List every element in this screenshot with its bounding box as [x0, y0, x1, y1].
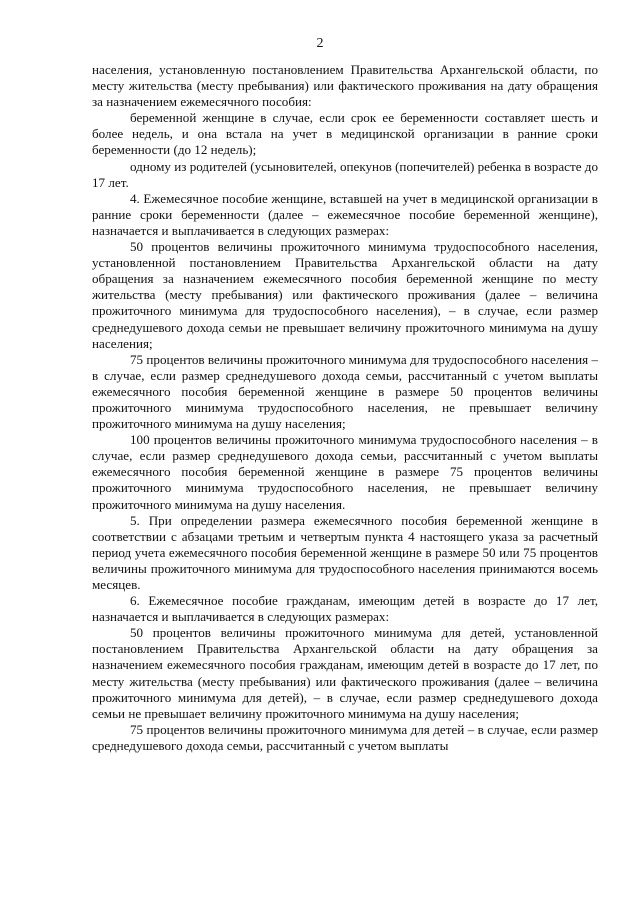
- paragraph-item-6: 6. Ежемесячное пособие гражданам, имеющим детей в возрасте до 17 лет, назначается и выплачивается в следующих размерах:: [92, 593, 598, 625]
- paragraph-item-4-75-percent: 75 процентов величины прожиточного минимума для трудоспособного населения – в случае, если размер среднедушевого дохода семьи, рассчитанный с учетом выплаты ежемесячного пособия беременной женщине в размере 50 процентов величины прожиточного минимума трудоспособного населения, не превышает величину прожиточного минимума на душу населения;: [92, 351, 598, 432]
- paragraph-parent-case: одному из родителей (усыновителей, опекунов (попечителей) ребенка в возрасте до 17 лет.: [92, 158, 598, 190]
- page-number: 2: [316, 36, 324, 51]
- paragraph-item-5: 5. При определении размера ежемесячного пособия беременной женщине в соответствии с абзацами третьим и четвертым пункта 4 настоящего указа за расчетный период учета ежемесячного пособия беременной женщине в размере 50 или 75 процентов величины прожиточного минимума для трудоспособного населения принимаются восемь месяцев.: [92, 512, 598, 592]
- paragraph-item-4-100-percent: 100 процентов величины прожиточного минимума трудоспособного населения – в случае, если размер среднедушевого дохода семьи, рассчитанный с учетом выплаты ежемесячного пособия беременной женщине в размере 75 процентов величины прожиточного минимума трудоспособного населения, не превышает величину прожиточного минимума на душу населения.: [92, 432, 598, 512]
- paragraph-continuation: населения, установленную постановлением Правительства Архангельской области, по месту жительства (месту пребывания) или фактического проживания на дату обращения за назначением ежемесячного пособия:: [92, 62, 598, 110]
- paragraph-item-4-50-percent: 50 процентов величины прожиточного минимума трудоспособного населения, установленной постановлением Правительства Архангельской области на дату обращения за назначением ежемесячного пособия беременной женщине по месту жительства (месту пребывания) или фактического проживания (далее – величина прожиточного минимума для трудоспособного населения), – в случае, если размер среднедушевого дохода семьи не превышает величину прожиточного минимума на душу населения;: [92, 239, 598, 351]
- document-body: [92, 62, 598, 754]
- paragraph-pregnant-woman-case: беременной женщине в случае, если срок ее беременности составляет шесть и более недель, и она встала на учет в медицинской организации в ранние сроки беременности (до 12 недель);: [92, 110, 598, 158]
- paragraph-item-6-50-percent: 50 процентов величины прожиточного минимума для детей, установленной постановлением Правительства Архангельской области на дату обращения за назначением ежемесячного пособия гражданам, имеющим детей в возрасте до 17 лет, по месту жительства (месту пребывания) или фактического проживания (далее – величина прожиточного минимума для детей), – в случае, если размер среднедушевого дохода семьи не превышает величину прожиточного минимума на душу населения;: [92, 625, 598, 721]
- paragraph-item-4: 4. Ежемесячное пособие женщине, вставшей на учет в медицинской организации в ранние сроки беременности (далее – ежемесячное пособие беременной женщине), назначается и выплачивается в следующих размерах:: [92, 190, 598, 238]
- paragraph-item-6-75-percent: 75 процентов величины прожиточного минимума для детей – в случае, если размер среднедушевого дохода семьи, рассчитанный с учетом выплаты: [92, 721, 598, 753]
